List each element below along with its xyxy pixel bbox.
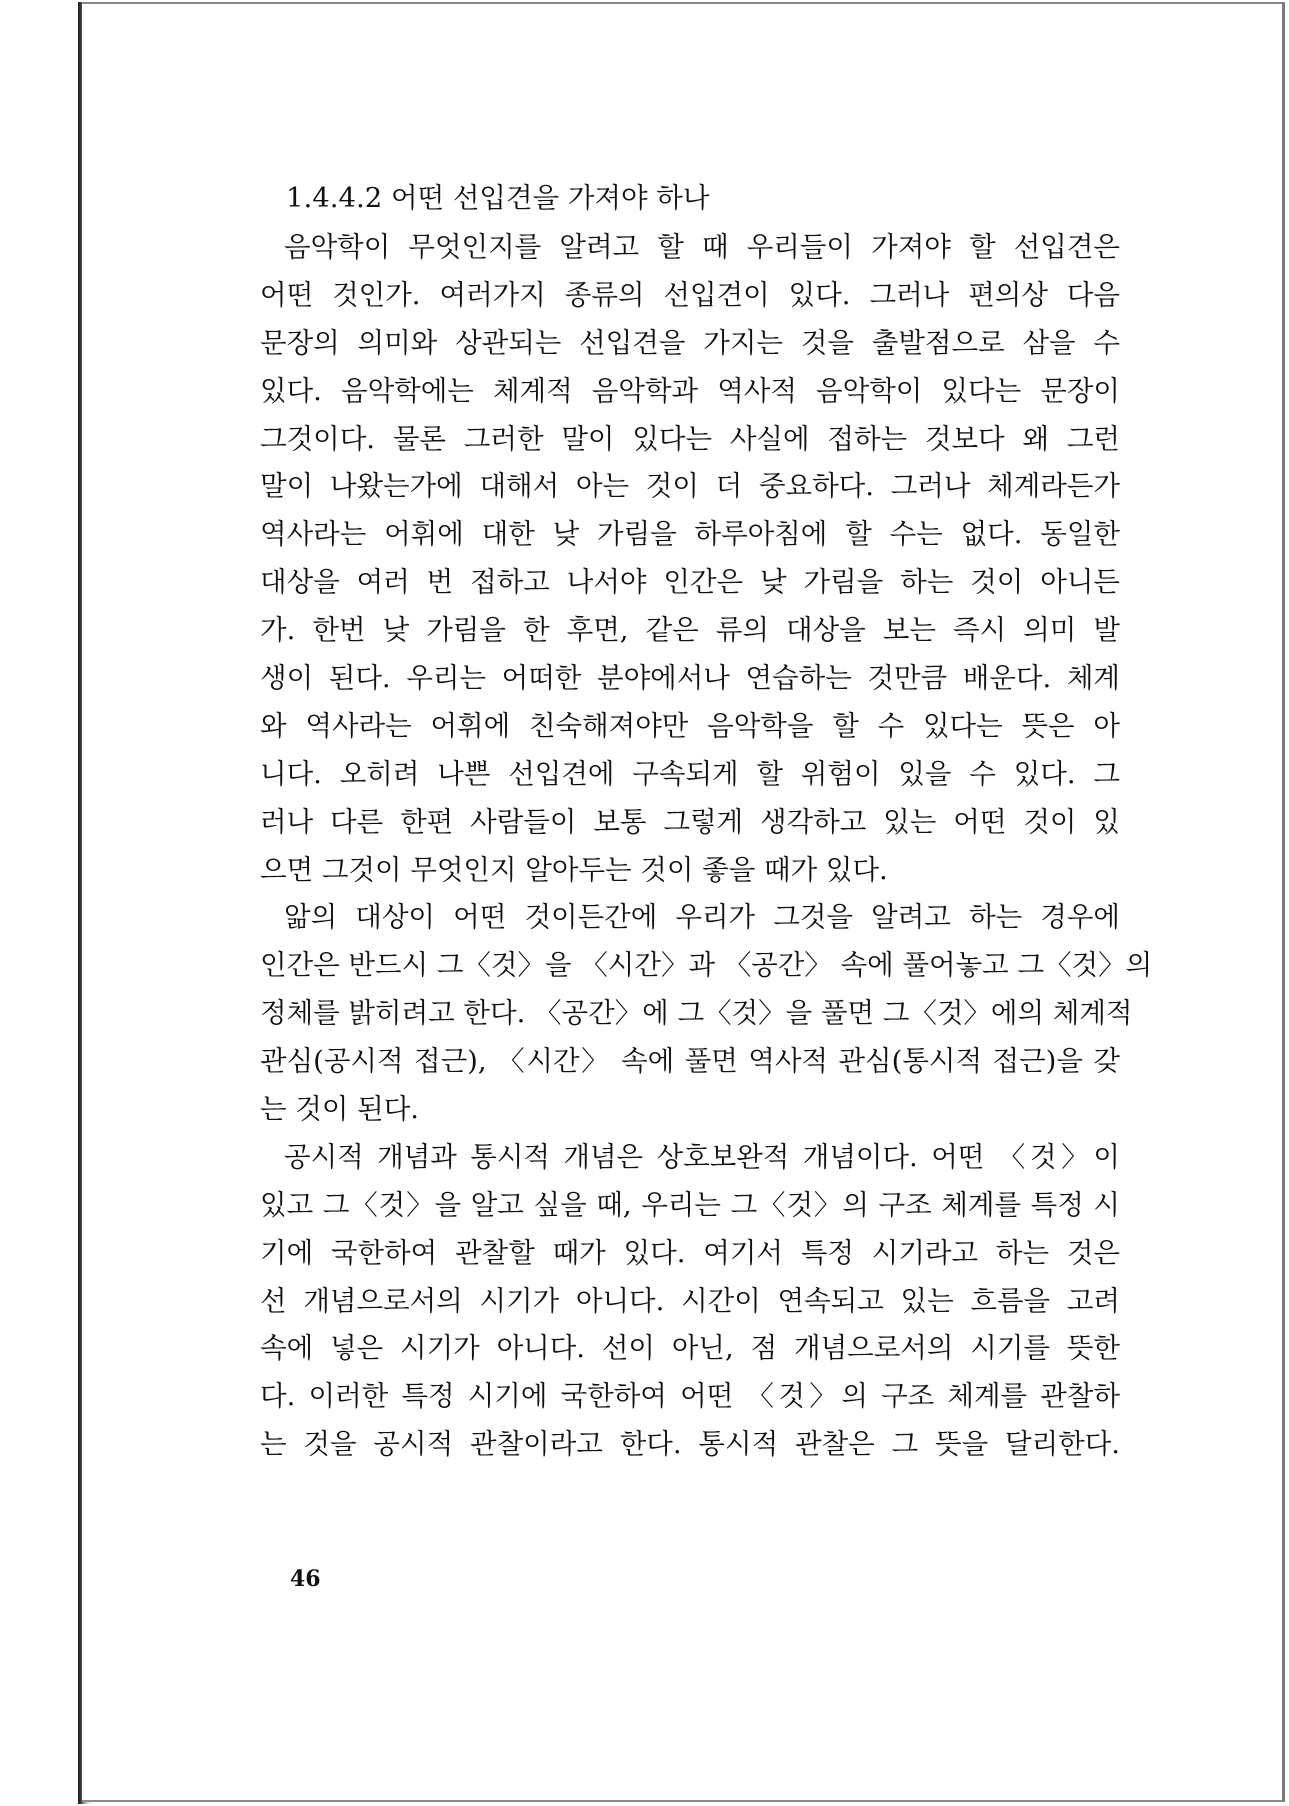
text-line: 관심(공시적 접근), 〈시간〉 속에 풀면 역사적 관심(통시적 접근)을 갖 [260,1045,1120,1078]
text-line: 선 개념으로서의 시기가 아니다. 시간이 연속되고 있는 흐름을 고려 [260,1284,1120,1317]
text-line: 있다. 음악학에는 체계적 음악학과 역사적 음악학이 있다는 문장이 [260,374,1120,407]
paragraph-1 [260,224,1120,894]
text-line: 말이 나왔는가에 대해서 아는 것이 더 중요하다. 그러나 체계라든가 [260,470,1120,503]
text-line: 문장의 의미와 상관되는 선입견을 가지는 것을 출발점으로 삼을 수 [260,326,1120,359]
text-line: 는 것이 된다. [260,1093,420,1126]
text-line: 음악학이 무엇인지를 알려고 할 때 우리들이 가져야 할 선입견은 [284,231,1120,263]
text-line: 인간은 반드시 그〈것〉을 〈시간〉과 〈공간〉 속에 풀어놓고 그〈것〉의 [260,949,1153,982]
text-line: 으면 그것이 무엇인지 알아두는 것이 좋을 때가 있다. [260,853,888,886]
text-line: 가. 한번 낮 가림을 한 후면, 같은 류의 대상을 보는 즉시 의미 발 [260,614,1120,647]
text-line: 역사라는 어휘에 대한 낮 가림을 하루아침에 할 수는 없다. 동일한 [260,518,1120,551]
text-line: 기에 국한하여 관찰할 때가 있다. 여기서 특정 시기라고 하는 것은 [260,1236,1120,1269]
paragraph-3 [260,1134,1120,1469]
text-line: 앎의 대상이 어떤 것이든간에 우리가 그것을 알려고 하는 경우에 [284,901,1120,934]
text-line: 그것이다. 물론 그러한 말이 있다는 사실에 접하는 것보다 왜 그런 [260,422,1120,455]
text-line: 는 것을 공시적 관찰이라고 한다. 통시적 관찰은 그 뜻을 달리한다. [260,1428,1120,1461]
text-line: 정체를 밝히려고 한다. 〈공간〉에 그〈것〉을 풀면 그〈것〉에의 체계적 [260,997,1133,1030]
text-line: 있고 그〈것〉을 알고 싶을 때, 우리는 그〈것〉의 구조 체계를 특정 시 [260,1188,1120,1221]
page-number: 46 [290,1566,321,1592]
page-body [260,172,1153,1469]
text-line: 니다. 오히려 나쁜 선입견에 구속되게 할 위험이 있을 수 있다. 그 [260,757,1120,790]
text-line: 공시적 개념과 통시적 개념은 상호보완적 개념이다. 어떤 〈것〉이 [284,1140,1120,1173]
text-line: 생이 된다. 우리는 어떠한 분야에서나 연습하는 것만큼 배운다. 체계 [260,662,1120,695]
text-line: 어떤 것인가. 여러가지 종류의 선입견이 있다. 그러나 편의상 다음 [260,278,1120,311]
text-line: 대상을 여러 번 접하고 나서야 인간은 낮 가림을 하는 것이 아니든 [260,566,1120,599]
text-line: 속에 넣은 시기가 아니다. 선이 아닌, 점 개념으로서의 시기를 뜻한 [260,1332,1121,1365]
text-line: 와 역사라는 어휘에 친숙해져야만 음악학을 할 수 있다는 뜻은 아 [260,709,1120,742]
section-heading: 1.4.4.2 어떤 선입견을 가져야 하나 [286,182,710,214]
text-line: 다. 이러한 특정 시기에 국한하여 어떤 〈것〉의 구조 체계를 관찰하 [260,1380,1120,1413]
text-line: 러나 다른 한편 사람들이 보통 그렇게 생각하고 있는 어떤 것이 있 [260,805,1120,838]
paragraph-2 [260,894,1153,1133]
